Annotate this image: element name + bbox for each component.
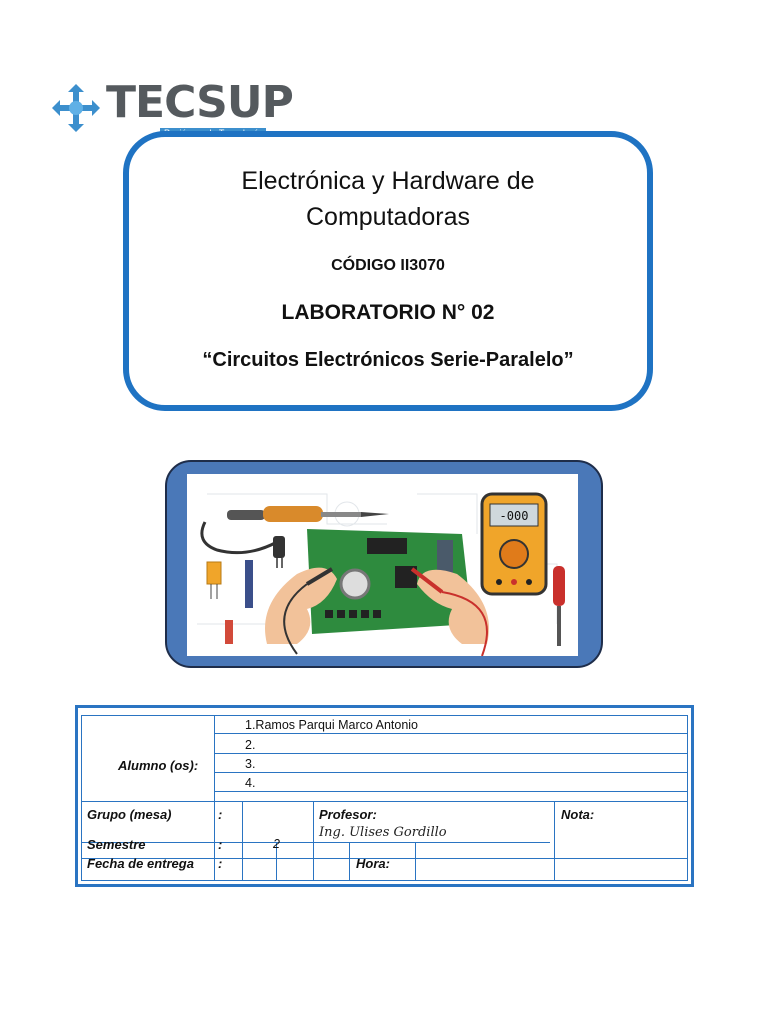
- course-code: CÓDIGO II3070: [331, 257, 445, 274]
- grupo-colon: :: [218, 807, 223, 822]
- lab-number: LABORATORIO N° 02: [281, 301, 495, 324]
- multimeter-display: -000: [499, 509, 529, 523]
- fecha-colon: :: [218, 856, 223, 871]
- student-2[interactable]: 2.: [245, 738, 256, 752]
- profesor-name: Ing. Ulises Gordillo: [319, 825, 447, 840]
- tecsup-logo-mark-icon: [48, 80, 104, 136]
- fecha-entrega-label: Fecha de entrega: [87, 856, 194, 871]
- student-3[interactable]: 3.: [245, 757, 256, 771]
- table-inner-border: [81, 715, 688, 881]
- course-title-line2: Computadoras: [306, 203, 470, 231]
- student-info-table: [75, 705, 694, 887]
- capacitor-icon: [207, 562, 221, 584]
- inductor-icon: [245, 560, 253, 608]
- lab-subtitle: “Circuitos Electrónicos Serie-Paralelo”: [202, 349, 574, 371]
- title-card: [123, 131, 653, 411]
- semestre-label: Semestre: [87, 837, 146, 852]
- nota-label: Nota:: [561, 807, 595, 822]
- student-1[interactable]: 1.Ramos Parqui Marco Antonio: [245, 718, 419, 732]
- resistor-icon: [225, 620, 233, 644]
- semestre-value[interactable]: 2: [273, 837, 280, 851]
- semestre-colon: :: [218, 837, 223, 852]
- course-title-line1: Electrónica y Hardware de: [241, 167, 535, 195]
- profesor-label: Profesor:: [319, 807, 377, 822]
- hora-label: Hora:: [356, 856, 390, 871]
- student-4[interactable]: 4.: [245, 776, 256, 790]
- course-title: [129, 163, 647, 235]
- grupo-label: Grupo (mesa): [87, 807, 172, 822]
- electronics-illustration: [187, 474, 578, 656]
- multimeter-icon: [482, 494, 546, 594]
- alumno-label: Alumno (os):: [118, 758, 199, 773]
- logo-wordmark: TECSUP: [106, 77, 293, 128]
